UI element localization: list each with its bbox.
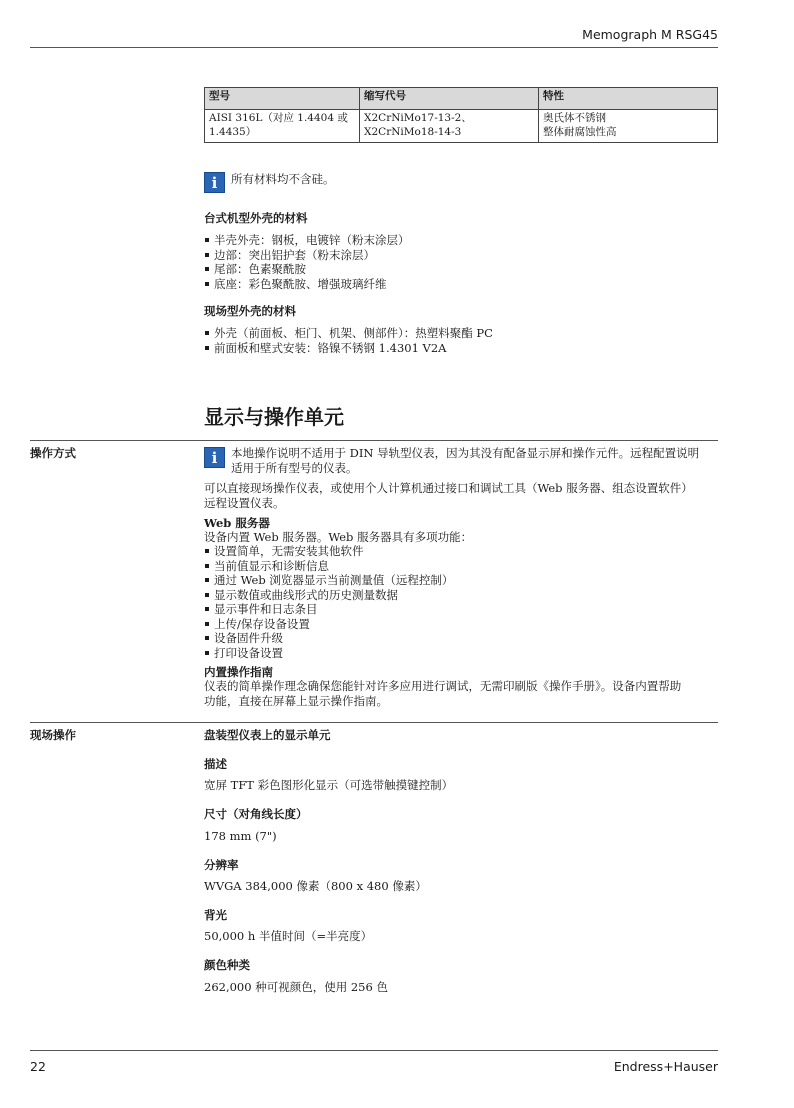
footer-brand: Endress+Hauser bbox=[613, 1059, 718, 1074]
web-server-intro: 设备内置 Web 服务器。Web 服务器具有多项功能： bbox=[204, 530, 473, 544]
spec-label-description: 描述 bbox=[204, 757, 227, 771]
table-cell-model: AISI 316L（对应 1.4404 或 1.4435） bbox=[205, 110, 360, 143]
table-row bbox=[205, 110, 718, 143]
column-header-model: 型号 bbox=[205, 88, 360, 110]
spec-label-backlight: 背光 bbox=[204, 908, 227, 922]
spec-label-resolution: 分辨率 bbox=[204, 858, 239, 872]
list-item: 尾部：色素聚酰胺 bbox=[204, 262, 718, 277]
field-housing-title: 现场型外壳的材料 bbox=[204, 304, 296, 318]
display-unit-title: 盘装型仪表上的显示单元 bbox=[204, 728, 331, 742]
spec-value-colors: 262,000 种可视颜色，使用 256 色 bbox=[204, 980, 388, 994]
note-silicon: 所有材料均不含硅。 bbox=[231, 172, 335, 186]
page-number: 22 bbox=[30, 1059, 46, 1074]
spec-label-size: 尺寸（对角线长度） bbox=[204, 807, 308, 821]
list-item: 显示事件和日志条目 bbox=[204, 602, 718, 617]
spec-value-backlight: 50,000 h 半值时间（=半亮度） bbox=[204, 929, 373, 943]
spec-label-colors: 颜色种类 bbox=[204, 958, 250, 972]
operation-mode-label: 操作方式 bbox=[30, 446, 76, 460]
operating-guide-title: 内置操作指南 bbox=[204, 665, 273, 679]
info-icon: i bbox=[204, 447, 225, 468]
desktop-housing-list bbox=[204, 233, 718, 291]
section-title: 显示与操作单元 bbox=[204, 405, 344, 429]
table-header-row bbox=[205, 88, 718, 110]
spec-value-size: 178 mm (7") bbox=[204, 829, 277, 843]
materials-table bbox=[204, 87, 718, 143]
web-server-features bbox=[204, 544, 718, 660]
column-header-properties: 特性 bbox=[539, 88, 718, 110]
list-item: 显示数值或曲线形式的历史测量数据 bbox=[204, 588, 718, 603]
spec-value-resolution: WVGA 384,000 像素（800 x 480 像素） bbox=[204, 879, 427, 893]
local-operation-label: 现场操作 bbox=[30, 728, 76, 742]
header-title: Memograph M RSG45 bbox=[582, 27, 718, 42]
list-item: 通过 Web 浏览器显示当前测量值（远程控制） bbox=[204, 573, 718, 588]
desktop-housing-title: 台式机型外壳的材料 bbox=[204, 211, 308, 225]
list-item: 当前值显示和诊断信息 bbox=[204, 559, 718, 574]
header-rule bbox=[30, 47, 718, 48]
info-icon: i bbox=[204, 172, 225, 193]
operation-mode-note: 本地操作说明不适用于 DIN 导轨型仪表，因为其没有配备显示屏和操作元件。远程配置说明 适用于所有型号的仪表。 bbox=[231, 446, 700, 475]
list-item: 边部：突出铝护套（粉末涂层） bbox=[204, 248, 718, 263]
section-rule bbox=[30, 440, 718, 441]
column-header-abbreviation: 缩写代号 bbox=[360, 88, 539, 110]
list-item: 设置简单，无需安装其他软件 bbox=[204, 544, 718, 559]
list-item: 前面板和壁式安装：铬镍不锈钢 1.4301 V2A bbox=[204, 341, 718, 356]
list-item: 上传/保存设备设置 bbox=[204, 617, 718, 632]
table-cell-abbreviation: X2CrNiMo17-13-2、 X2CrNiMo18-14-3 bbox=[360, 110, 539, 143]
operating-guide-text: 仪表的简单操作理念确保您能针对许多应用进行调试，无需印刷版《操作手册》。设备内置帮助 功能，直接在屏幕上显示操作指南。 bbox=[204, 679, 682, 708]
list-item: 设备固件升级 bbox=[204, 631, 718, 646]
list-item: 底座：彩色聚酰胺、增强玻璃纤维 bbox=[204, 277, 718, 292]
section-rule bbox=[30, 722, 718, 723]
footer-rule bbox=[30, 1050, 718, 1051]
field-housing-list bbox=[204, 326, 718, 355]
spec-value-description: 宽屏 TFT 彩色图形化显示（可选带触摸键控制） bbox=[204, 778, 454, 792]
list-item: 外壳（前面板、柜门、机架、侧部件）：热塑料聚酯 PC bbox=[204, 326, 718, 341]
table-cell-properties: 奥氏体不锈钢 整体耐腐蚀性高 bbox=[539, 110, 718, 143]
web-server-title: Web 服务器 bbox=[204, 516, 270, 530]
operation-mode-intro: 可以直接现场操作仪表，或使用个人计算机通过接口和调试工具（Web 服务器、组态设置软件） 远程设置仪表。 bbox=[204, 481, 693, 510]
list-item: 半壳外壳：钢板，电镀锌（粉末涂层） bbox=[204, 233, 718, 248]
list-item: 打印设备设置 bbox=[204, 646, 718, 661]
